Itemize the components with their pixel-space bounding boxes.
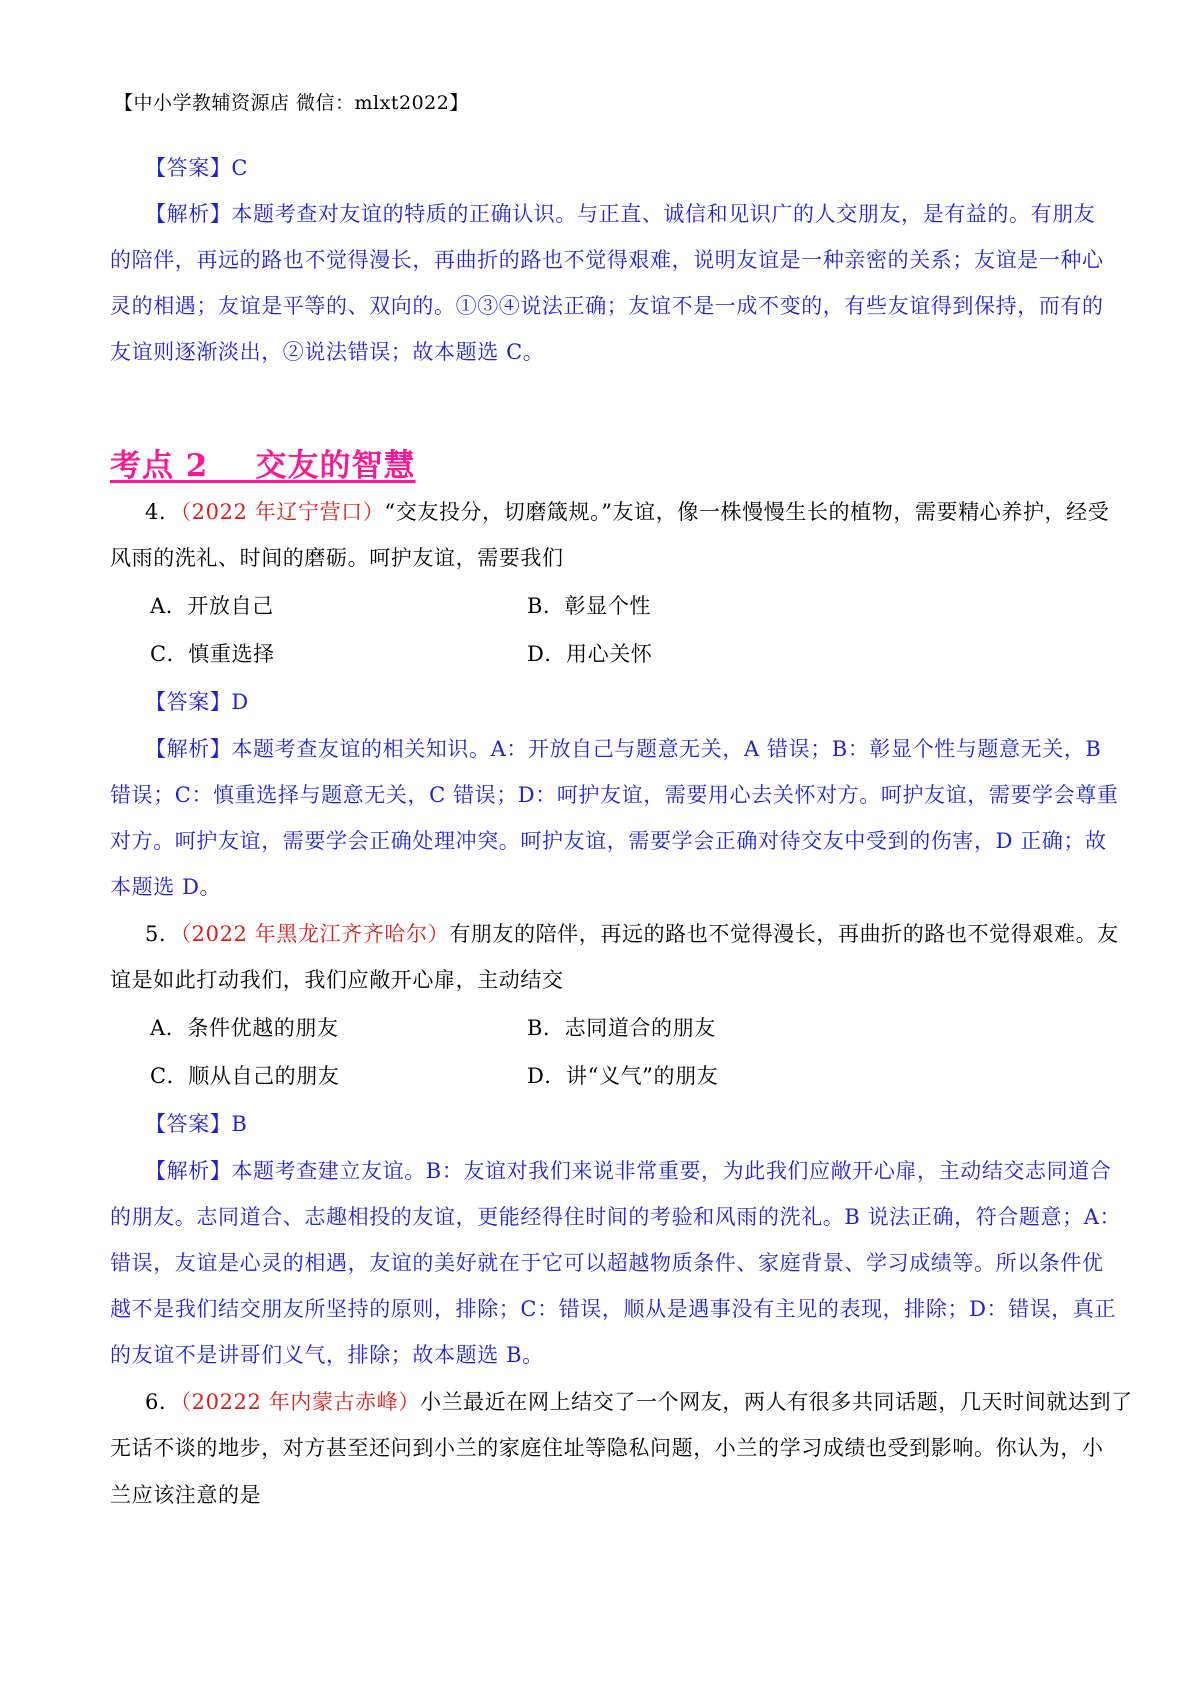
analysis-4-line-1: 【解析】本题考查友谊的相关知识。A：开放自己与题意无关，A 错误；B：彰显个性与题意无关，B: [145, 737, 1102, 761]
question-6-line-2: 无话不谈的地步，对方甚至还问到小兰的家庭住址等隐私问题，小兰的学习成绩也受到影响。你认为，小: [110, 1436, 1104, 1460]
question-5-option-c: C．顺从自己的朋友: [150, 1064, 340, 1088]
analysis-4-line-4: 本题选 D。: [110, 875, 222, 899]
question-5-option-b: B．志同道合的朋友: [527, 1016, 716, 1040]
question-6-source: （20222 年内蒙古赤峰）: [180, 1390, 420, 1414]
question-5-option-d: D．讲“义气”的朋友: [527, 1064, 719, 1088]
question-4-option-d: D．用心关怀: [527, 642, 653, 666]
analysis-5-line-2: 的朋友。志同道合、志趣相投的友谊，更能经得住时间的考验和风雨的洗礼。B 说法正确，符合题意；A：: [110, 1205, 1122, 1229]
analysis-1-line-3: 灵的相遇；友谊是平等的、双向的。①③④说法正确；友谊不是一成不变的，有些友谊得到保持，而有的: [110, 294, 1104, 318]
question-6-number: 6．: [145, 1390, 181, 1414]
question-6-stem-1: 小兰最近在网上结交了一个网友，两人有很多共同话题，几天时间就达到了: [419, 1390, 1133, 1414]
analysis-5-line-3: 错误，友谊是心灵的相遇，友谊的美好就在于它可以超越物质条件、家庭背景、学习成绩等。所以条件优: [110, 1251, 1104, 1275]
analysis-4-line-3: 对方。呵护友谊，需要学会正确处理冲突。呵护友谊，需要学会正确对待交友中受到的伤害，D 正确；故: [110, 829, 1107, 853]
question-4-line-2: 风雨的洗礼、时间的磨砺。呵护友谊，需要我们: [110, 546, 564, 570]
question-5-option-a: A．条件优越的朋友: [150, 1016, 339, 1040]
analysis-5-line-1: 【解析】本题考查建立友谊。B：友谊对我们来说非常重要，为此我们应敞开心扉，主动结交志同道合: [145, 1159, 1112, 1183]
question-5-line-2: 谊是如此打动我们，我们应敞开心扉，主动结交: [110, 968, 564, 992]
question-5-number: 5．: [145, 922, 181, 946]
analysis-1-line-1: 【解析】本题考查对友谊的特质的正确认识。与正直、诚信和见识广的人交朋友，是有益的。有朋友: [145, 202, 1096, 226]
question-6-line-3: 兰应该注意的是: [110, 1483, 262, 1507]
question-4-source: （2022 年辽宁营口）: [180, 500, 385, 524]
section-title: 考点 2 交友的智慧: [110, 448, 416, 484]
question-5-stem-1: 有朋友的陪伴，再远的路也不觉得漫长，再曲折的路也不觉得艰难。友: [449, 922, 1119, 946]
analysis-1-line-4: 友谊则逐渐淡出，②说法错误；故本题选 C。: [110, 340, 545, 364]
answer-4: 【答案】D: [145, 690, 249, 714]
question-5-line-1: [145, 920, 1119, 948]
question-4-number: 4．: [145, 500, 181, 524]
question-5-source: （2022 年黑龙江齐齐哈尔）: [180, 922, 450, 946]
answer-1: 【答案】C: [145, 156, 249, 180]
question-4-option-c: C．慎重选择: [150, 642, 275, 666]
page-header: 【中小学教辅资源店 微信：mlxt2022】: [114, 92, 469, 114]
question-6-line-1: [145, 1388, 1133, 1416]
question-4-line-1: [145, 498, 1109, 526]
question-4-stem-1: “交友投分，切磨箴规。”友谊，像一株慢慢生长的植物，需要精心养护，经受: [384, 500, 1110, 524]
analysis-5-line-5: 的友谊不是讲哥们义气，排除；故本题选 B。: [110, 1343, 544, 1367]
analysis-1-line-2: 的陪伴，再远的路也不觉得漫长，再曲折的路也不觉得艰难，说明友谊是一种亲密的关系；友谊是一种心: [110, 248, 1104, 272]
question-4-option-b: B．彰显个性: [527, 594, 652, 618]
analysis-5-line-4: 越不是我们结交朋友所坚持的原则，排除；C：错误，顺从是遇事没有主见的表现，排除；D：错误，真正: [110, 1297, 1117, 1321]
question-4-option-a: A．开放自己: [150, 594, 274, 618]
analysis-4-line-2: 错误；C：慎重选择与题意无关，C 错误；D：呵护友谊，需要用心去关怀对方。呵护友谊，需要学会尊重: [110, 783, 1119, 807]
answer-5: 【答案】B: [145, 1112, 248, 1136]
